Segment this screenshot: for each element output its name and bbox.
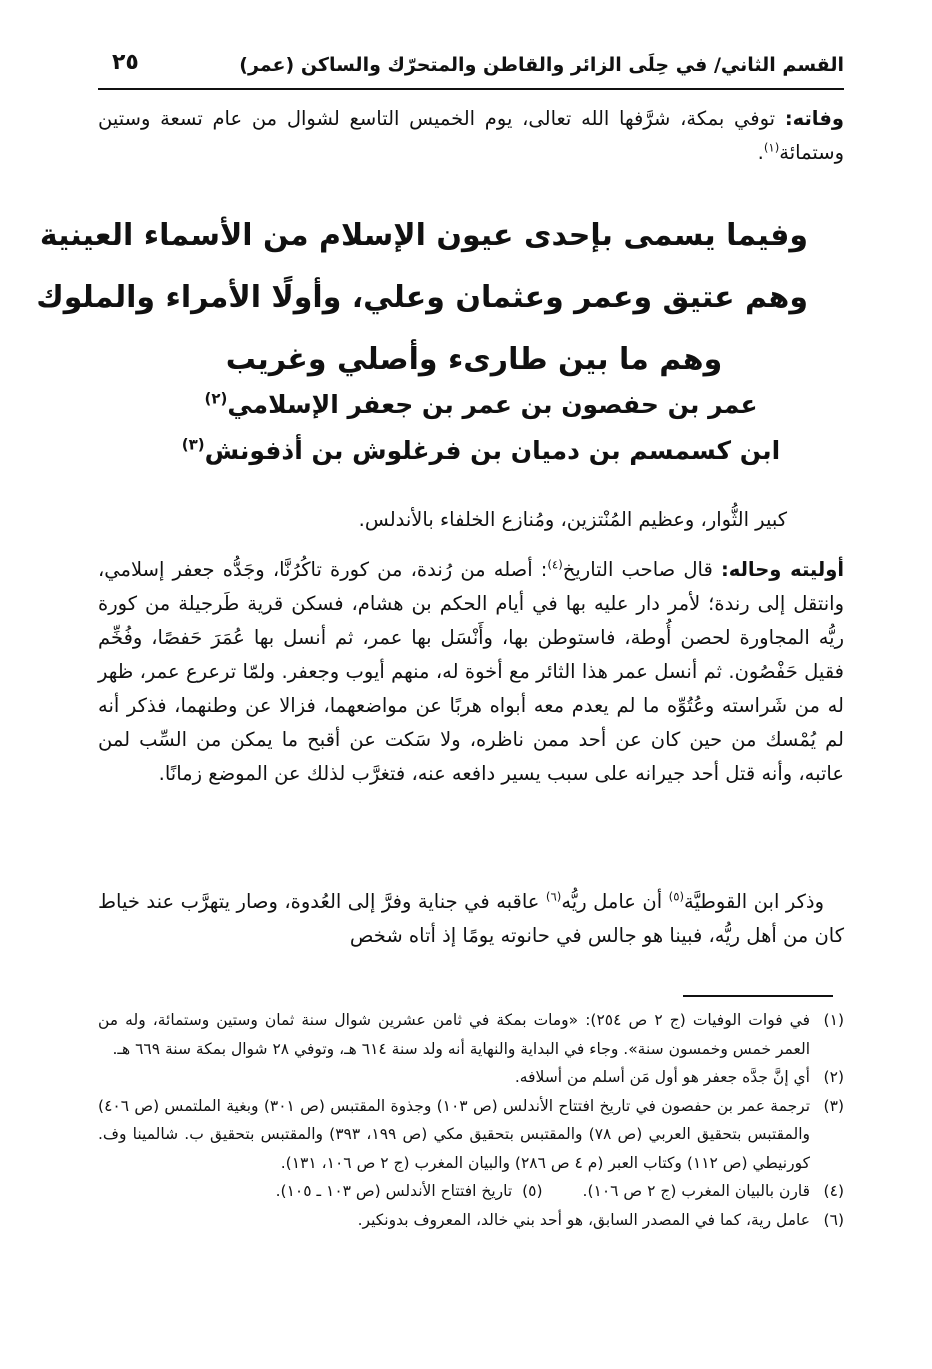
origins-lead: أوليته وحاله: xyxy=(720,558,844,581)
ibn-text-1: وذكر ابن القوطيَّة xyxy=(684,890,824,913)
death-end: . xyxy=(757,141,764,164)
footnote-text-5: تاريخ افتتاح الأندلس (ص ١٠٣ ـ ١٠٥). xyxy=(275,1182,513,1200)
footnotes xyxy=(98,1006,844,1234)
footnote-number: (٤) xyxy=(823,1182,844,1200)
header-rule xyxy=(98,88,844,90)
origins-text-1: قال صاحب التاريخ xyxy=(562,558,713,581)
death-text: توفي بمكة، شرَّفها الله تعالى، يوم الخميس التاسع لشوال من عام تسعة وستين وستمائة xyxy=(98,107,844,164)
footnote-number-5: (٥) xyxy=(522,1182,543,1200)
subject-name-1: عمر بن حفصون بن عمر بن جعفر الإسلامي xyxy=(227,390,758,419)
footnote-6 xyxy=(98,1206,844,1235)
running-header xyxy=(98,44,844,90)
origins-paragraph xyxy=(98,553,844,791)
footnote-2 xyxy=(98,1063,844,1092)
subject-line-1 xyxy=(160,382,802,428)
footnote-ref-3[interactable]: (٣) xyxy=(181,435,205,454)
footnote-separator xyxy=(683,995,833,997)
footnote-ref-1[interactable]: (١) xyxy=(763,140,780,155)
footnote-1 xyxy=(98,1006,844,1063)
footnote-text: قارن بالبيان المغرب (ج ٢ ص ١٠٦). xyxy=(582,1182,810,1200)
death-lead: وفاته: xyxy=(784,107,844,130)
footnote-4-5 xyxy=(98,1177,844,1206)
ibn-qutiya-paragraph xyxy=(98,885,844,953)
subject-line-2 xyxy=(160,428,802,474)
header-title: القسم الثاني/ في حِلَى الزائر والقاطن والمتحرّك والساكن (عمر) xyxy=(239,54,844,76)
footnote-ref-4[interactable]: (٤) xyxy=(547,557,563,572)
chapter-title-line-1: وفيما يسمى بإحدى عيون الإسلام من الأسماء العينية xyxy=(39,218,808,253)
chapter-title xyxy=(36,205,808,391)
footnote-number: (٣) xyxy=(823,1096,844,1115)
footnote-text: أي إنَّ جدَّه جعفر هو أول مَن أسلم من أسلافه. xyxy=(514,1068,810,1086)
ibn-text-3: عاقبه في جناية وفرَّ إلى العُدوة، وصار يتهرَّب عند خياط كان من أهل ريُّه، فبينا هو جالس في حانوته يومًا إذ أتاه شخص xyxy=(98,890,844,947)
footnote-3 xyxy=(98,1092,844,1178)
chapter-title-line-3: وهم ما بين طارىء وأصلي وغريب xyxy=(225,342,723,377)
chapter-title-line-2: وهم عتيق وعمر وعثمان وعلي، وأولًا الأمراء والملوك xyxy=(36,280,808,315)
subject-epithet: كبير الثُّوار، وعظيم المُنْتزين، ومُنازع الخلفاء بالأندلس. xyxy=(358,508,787,531)
subject-name-2: ابن كسمسم بن دميان بن فرغلوش بن أذفونش xyxy=(204,436,781,465)
footnote-ref-6[interactable]: (٦) xyxy=(545,889,562,904)
footnote-number: (٢) xyxy=(823,1068,844,1086)
footnote-text: ترجمة عمر بن حفصون في تاريخ افتتاح الأندلس (ص ١٠٣) وجذوة المقتبس (ص ٣٠١) وبغية الملتمس (ص ٤٠٦) والمقتبس بتحقيق العربي (ص ٧٨) والمقتبس بتحقيق مكي (ص ١٩٩، ٣٩٣) والمقتبس بتحقيق ب. شالمينا وف. كورنيطي (ص ١١٢) وكتاب العبر (م ٤ ص ٢٨٦) والبيان المغرب (ج ٢ ص ١٠٦، ١٣١). xyxy=(98,1096,811,1172)
footnote-text: في فوات الوفيات (ج ٢ ص ٢٥٤): «ومات بمكة في ثامن عشرين شوال سنة ثمان وستين وستمائة، وله من العمر خمس وخمسون سنة». وجاء في البداية والنهاية أنه ولد سنة ٦١٤ هـ، وتوفي ٢٨ شوال بمكة سنة ٦٦٩ هـ. xyxy=(98,1011,811,1058)
footnote-number: (١) xyxy=(823,1011,844,1029)
footnote-ref-2[interactable]: (٢) xyxy=(204,389,228,408)
footnote-ref-5[interactable]: (٥) xyxy=(668,889,685,904)
footnote-number: (٦) xyxy=(823,1210,844,1229)
death-paragraph xyxy=(98,102,844,170)
footnote-text: عامل رية، كما في المصدر السابق، هو أحد بني خالد، المعروف بدونكير. xyxy=(357,1210,810,1229)
ibn-text-2: أن عامل ريُّه xyxy=(561,890,669,913)
subject-heading xyxy=(160,382,802,474)
page-number: ٢٥ xyxy=(112,50,139,75)
origins-text-2: : أصله من رُندة، من كورة تاكُرُنَّا، وجَدُّه جعفر إسلامي، وانتقل إلى رندة؛ لأمر دار عليه بها في أيام الحكم بن هشام، فسكن قرية طَرجيلة من كورة ريُّه المجاورة لحصن أُوطة، فاستوطن بها، وأَنْسَل بها عمر، ثم أنسل بها عُمَرَ حَفصًا، وفُخِّم فقيل حَفْصُون. ثم أنسل عمر هذا الثائر مع أخوة له، منهم أيوب وجعفر. ولمّا ترعرع عمر، ظهر له من شَراسته وعُتُوِّه ما لم يعدم معه أبواه هربًا عن مواضعهما، فزالا عن وطنهما، فذكر أنه لم يُمْسك من حين كان عن أحد ممن ناظره، ولا سَكت عن أقبح ما يمكن من السِّب لمن عاتبه، وأنه قتل أحد جيرانه على سبب يسير دافعه عنه، فتغرَّب لذلك عن الموضع زمانًا. xyxy=(98,558,844,785)
